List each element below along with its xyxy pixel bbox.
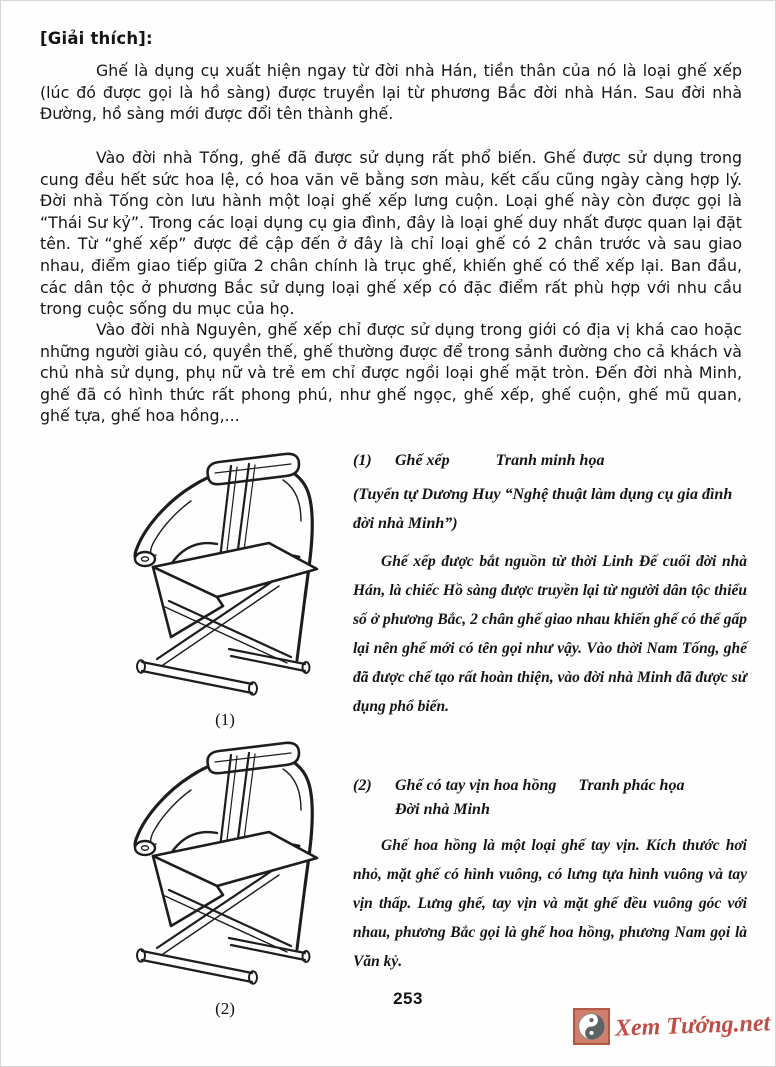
figure-caption-number: (1) [353, 452, 372, 469]
paragraph-3: Vào đời nhà Nguyên, ghế xếp chỉ được sử dụng trong giới có địa vị khá cao hoặc những người giàu có, quyền thế, ghế thường được để trong sảnh đường cho cả khách và chủ nhà sử dụng, phụ nữ và trẻ em chỉ được ngồi loại ghế mặt tròn. Đến đời nhà Minh, ghế đã có hình thức rất phong phú, như ghế ngọc, ghế xếp, ghế cuộn, ghế mũ quan, ghế tựa, ghế hoa hồng,... [40, 320, 742, 426]
figure-caption-subtitle: Đời nhà Minh [395, 801, 490, 818]
folding-chair-illustration [109, 445, 341, 707]
figure-caption-type: Tranh phác họa [578, 777, 685, 794]
figure-caption-type: Tranh minh họa [495, 452, 605, 469]
section-heading: [Giải thích]: [40, 29, 153, 48]
paragraph-1: Ghế là dụng cụ xuất hiện ngay từ đời nhà Hán, tiền thân của nó là loại ghế xếp (lúc đó được gọi là hồ sàng) được truyền lại từ phương Bắc đời nhà Hán. Sau đời nhà Đường, hồ sàng mới được đổi tên thành ghế. [40, 61, 742, 124]
figure-2-text-column [353, 734, 747, 1019]
figure-caption-number: (2) [353, 777, 372, 794]
figure-caption [353, 774, 747, 798]
figure-2-image-column [97, 734, 353, 1019]
figure-1-image-column [97, 445, 353, 730]
figure-label: (2) [215, 999, 235, 1018]
figure-body-text: Ghế hoa hồng là một loại ghế tay vịn. Kích thước hơi nhỏ, mặt ghế có hình vuông, có lưng tựa hình vuông và tay vịn thấp. Lưng ghế, tay vịn và mặt ghế đều vuông góc với nhau, phương Bắc gọi là ghế hoa hồng, phương Nam gọi là Văn kỷ. [353, 837, 747, 970]
figure-source: (Tuyển tự Dương Huy “Nghệ thuật làm dụng cụ gia đình đời nhà Minh”) [353, 486, 733, 532]
figure-2 [97, 734, 747, 1019]
figure-body-text: Ghế xếp được bắt nguồn từ thời Linh Đế cuối đời nhà Hán, là chiếc Hồ sàng được truyền lại từ người dân tộc thiểu số ở phương Bắc, 2 chân ghế giao nhau khiến ghế có thể gấp lại nên ghế mới có tên gọi như vậy. Vào thời Nam Tống, ghế đã được chế tạo rất hoàn thiện, vào đời nhà Minh đã được sử dụng phổ biến. [353, 553, 747, 715]
page-number: 253 [393, 989, 423, 1008]
figure-caption-title: Ghế có tay vịn hoa hồng [395, 777, 557, 794]
watermark-text: Xem Tướng.net [614, 1010, 771, 1042]
figure-1 [97, 445, 747, 730]
figure-caption-title: Ghế xếp [395, 452, 450, 469]
paragraph-2: Vào đời nhà Tống, ghế đã được sử dụng rất phổ biến. Ghế được sử dụng trong cung đều hết sức hoa lệ, có hoa văn vẽ bằng sơn màu, kết cấu cũng ngày càng hợp lý. Đời nhà Tống còn lưu hành một loại ghế xếp lưng cuộn. Loại ghế này còn được gọi là “Thái Sư kỷ”. Trong các loại dụng cụ gia đình, đây là loại ghế duy nhất được quan lại đặt tên. Từ “ghế xếp” được đề cập đến ở đây là chỉ loại ghế có 2 chân trước và sau giao nhau, điểm giao tiếp giữa 2 chân chính là trục ghế, khiến ghế có thể xếp lại. Ban đầu, các dân tộc ở phương Bắc sử dụng loại ghế xếp có đặc điểm rất phù hợp với nhu cầu trong cuộc sống du mục của họ. [40, 148, 742, 319]
watermark [573, 1008, 770, 1045]
figure-1-text-column [353, 445, 747, 730]
yin-yang-icon [573, 1008, 610, 1045]
folding-chair-illustration [109, 734, 341, 996]
figure-label: (1) [215, 710, 235, 729]
figure-caption [353, 449, 747, 473]
